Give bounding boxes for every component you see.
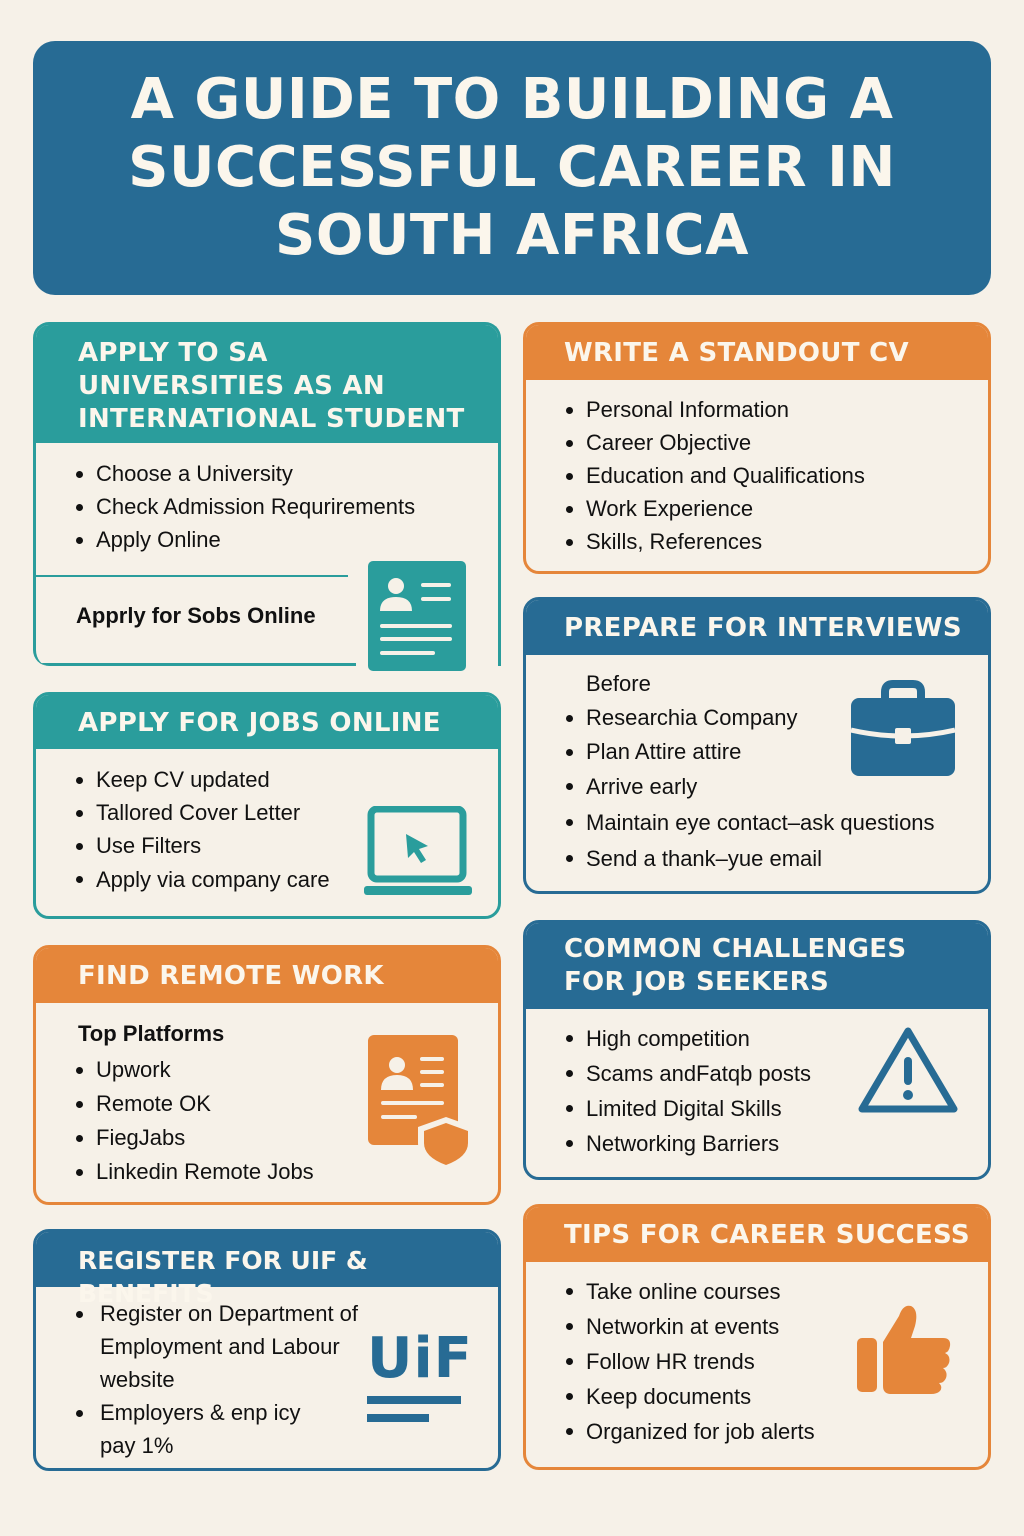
list-item: Register on Department of Employment and Labour website [36,1297,376,1396]
list-item: Use Filters [36,829,498,862]
card-title: APPLY FOR JOBS ONLINE [36,695,498,749]
card-title: PREPARE FOR INTERVIEWS [526,600,988,655]
list-item: Employers & enp icy pay 1% [36,1396,336,1462]
laptop-cursor-icon [364,806,472,896]
list-item: Work Experience [526,492,988,525]
list-item: Scams andFatqb posts [526,1056,988,1091]
list-item: Send a thank–yue email [526,841,988,877]
title-banner [33,41,991,295]
divider [36,575,348,577]
list-item: Networking Barriers [526,1126,988,1161]
list-item: Take online courses [526,1274,988,1309]
card-footer-text: Apprly for Sobs Online [76,603,316,628]
card-title: FIND REMOTE WORK [36,948,498,1003]
list-item: Researchia Company [526,701,988,735]
card-title: APPLY TO SA UNIVERSITIES AS AN INTERNATIONAL STUDENT [36,325,498,443]
list-item: Education and Qualifications [526,459,988,492]
list-item: Maintain eye contact–ask questions [526,805,988,841]
uif-logo [367,1326,473,1422]
list-item: Plan Attire attire [526,735,988,769]
briefcase-icon [851,680,955,776]
list-item: Tallored Cover Letter [36,796,498,829]
card-list [526,380,988,558]
bottom-border [36,663,356,666]
list-item: Apply Online [36,523,498,556]
card-list [36,443,498,556]
list-item: High competition [526,1021,988,1056]
card-title: COMMON CHALLENGES FOR JOB SEEKERS [526,923,988,1009]
id-card-icon [368,561,466,671]
card-cv [523,322,991,574]
list-item: Personal Information [526,393,988,426]
uif-logo-text: UiF [367,1326,473,1391]
list-item: Follow HR trends [526,1344,988,1379]
uif-underline [367,1396,461,1404]
page-title: A GUIDE TO BUILDING A SUCCESSFUL CAREER IN SOUTH AFRICA [128,67,896,268]
list-item: Career Objective [526,426,988,459]
list-item: Remote OK [36,1087,498,1121]
card-title: TIPS FOR CAREER SUCCESS [526,1207,988,1262]
card-title: REGISTER FOR UIF & BENEFITS [36,1232,498,1287]
list-item: Keep documents [526,1379,988,1414]
list-item: Upwork [36,1053,498,1087]
thumbs-up-icon [857,1302,953,1394]
list-item: Choose a University [36,457,498,490]
card-list [36,1287,376,1462]
card-subtitle: Top Platforms [78,1021,225,1046]
list-item: Apply via company care [36,862,498,897]
uif-underline-short [367,1414,429,1422]
list-item: Networkin at events [526,1309,988,1344]
list-item: FiegJabs [36,1121,498,1155]
list-item: Limited Digital Skills [526,1091,988,1126]
list-item: Linkedin Remote Jobs [36,1155,498,1189]
card-title: WRITE A STANDOUT CV [526,325,988,380]
list-item: Check Admission Requrirements [36,490,498,523]
profile-shield-icon [368,1035,476,1173]
list-item: Arrive early [526,769,988,805]
list-item: Organized for job alerts [526,1414,988,1449]
warning-icon [857,1025,959,1115]
list-item: Keep CV updated [36,763,498,796]
list-item: Skills, References [526,525,988,558]
card-subtitle: Before [586,671,651,696]
